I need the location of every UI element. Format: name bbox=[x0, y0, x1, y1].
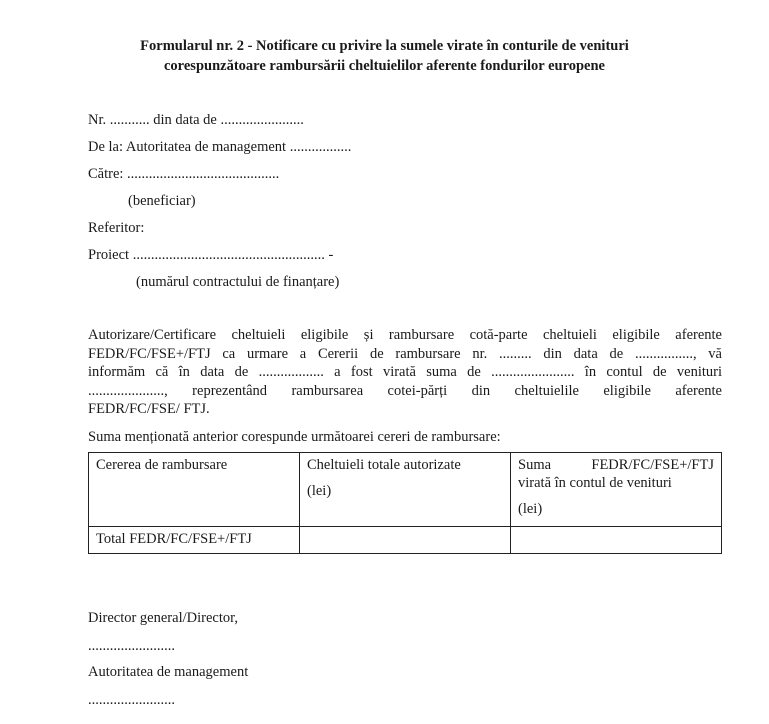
paragraph-line: informăm că în data de .................. a fost virată suma de ....................... în contul de venituri bbox=[88, 364, 722, 380]
expenses-unit: (lei) bbox=[307, 483, 332, 499]
reimbursement-table bbox=[88, 452, 722, 554]
beneficiary-note: (beneficiar) bbox=[128, 193, 196, 209]
header-cell-expenses bbox=[300, 453, 511, 527]
amount-header-detail: virată în contul de venituri bbox=[518, 475, 672, 491]
total-label-cell bbox=[89, 527, 300, 554]
header-cell-request bbox=[89, 453, 300, 527]
authority-signature-dots: ........................ bbox=[88, 692, 175, 708]
paragraph-line: Autorizare/Certificare cheltuieli eligibile și rambursare cotă-parte cheltuieli eligibile aferente bbox=[88, 327, 722, 343]
amount-statement: Suma menționată anterior corespunde următoarei cereri de rambursare: bbox=[88, 429, 501, 445]
amount-header-funds: FEDR/FC/FSE+/FTJ bbox=[591, 457, 714, 473]
header-cell-amount bbox=[511, 453, 722, 527]
table-total-row bbox=[89, 527, 722, 554]
project-field: Proiect ..................................................... - bbox=[88, 247, 334, 263]
form-title-line-2: corespunzătoare rambursării cheltuielilor aferente fondurilor europene bbox=[164, 58, 605, 74]
from-field: De la: Autoritatea de management ................. bbox=[88, 139, 352, 155]
request-header: Cererea de rambursare bbox=[96, 457, 228, 473]
referring-field: Referitor: bbox=[88, 220, 145, 236]
contract-number-note: (numărul contractului de finanțare) bbox=[136, 274, 340, 290]
form-title-line-1: Formularul nr. 2 - Notificare cu privire la sumele virate în conturile de venituri bbox=[140, 38, 629, 54]
expenses-header: Cheltuieli totale autorizate bbox=[307, 457, 461, 473]
paragraph-line: ....................., reprezentând rambursarea cotei-părți din cheltuielile eligibile aferente bbox=[88, 382, 722, 399]
amount-unit: (lei) bbox=[518, 501, 543, 517]
total-amount-cell bbox=[511, 527, 722, 554]
number-date-field: Nr. ........... din data de ....................... bbox=[88, 112, 304, 128]
amount-header-label: Suma bbox=[518, 457, 552, 473]
paragraph-line: FEDR/FC/FSE+/FTJ ca urmare a Cererii de rambursare nr. ......... din data de ................, vă bbox=[88, 345, 722, 362]
director-signature-dots: ........................ bbox=[88, 638, 175, 654]
to-field: Către: .......................................... bbox=[88, 166, 280, 182]
total-expenses-cell bbox=[300, 527, 511, 554]
director-label: Director general/Director, bbox=[88, 610, 238, 626]
total-label: Total FEDR/FC/FSE+/FTJ bbox=[96, 531, 252, 547]
paragraph-line: FEDR/FC/FSE/ FTJ. bbox=[88, 401, 210, 417]
table-header-row bbox=[89, 453, 722, 527]
body-paragraph bbox=[88, 326, 722, 419]
management-authority-label: Autoritatea de management bbox=[88, 664, 249, 680]
